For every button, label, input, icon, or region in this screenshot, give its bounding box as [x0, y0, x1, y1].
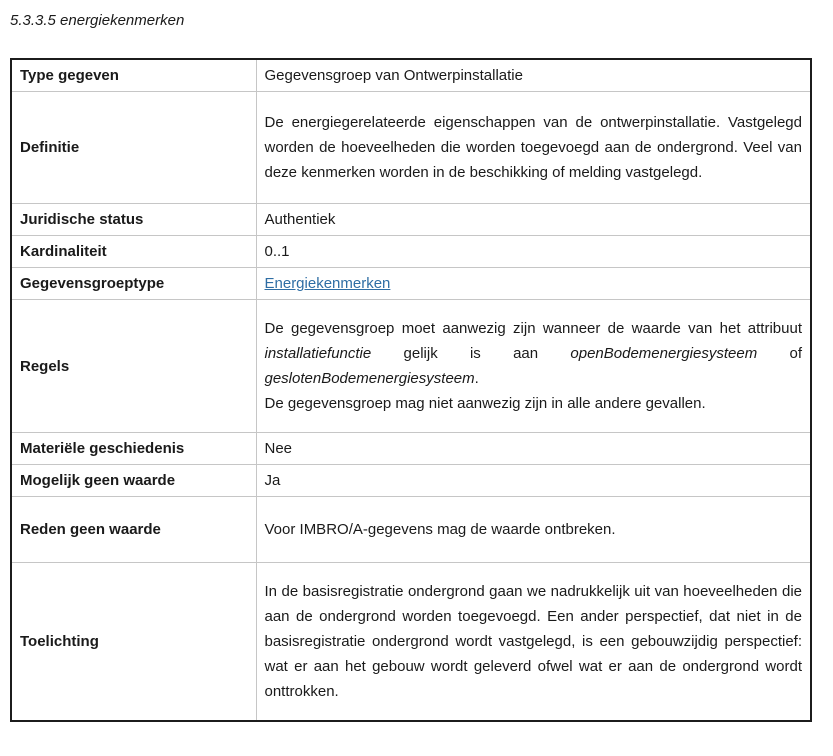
regels-text-segment: of	[757, 345, 802, 362]
regels-paragraph-1	[265, 316, 803, 391]
value-gegevensgroeptype	[256, 268, 811, 300]
value-mogelijk-geen-waarde: Ja	[256, 465, 811, 497]
regels-paragraph-2: De gegevensgroep mag niet aanwezig zijn in alle andere gevallen.	[264, 395, 706, 412]
label-regels: Regels	[11, 300, 256, 433]
table-row	[11, 59, 811, 92]
label-toelichting: Toelichting	[11, 563, 256, 722]
label-juridische-status: Juridische status	[11, 204, 256, 236]
attribute-spec-table	[10, 58, 812, 722]
value-materiele-geschiedenis: Nee	[256, 433, 811, 465]
table-row	[11, 497, 811, 563]
value-juridische-status: Authentiek	[256, 204, 811, 236]
value-type-gegeven: Gegevensgroep van Ontwerpinstallatie	[256, 59, 811, 92]
label-gegevensgroeptype: Gegevensgroeptype	[11, 268, 256, 300]
table-row	[11, 300, 811, 433]
table-row	[11, 236, 811, 268]
value-toelichting	[256, 563, 811, 722]
value-reden-geen-waarde: Voor IMBRO/A-gegevens mag de waarde ontbreken.	[256, 497, 811, 563]
value-regels	[256, 300, 811, 433]
regels-term-installatiefunctie: installatiefunctie	[264, 345, 372, 362]
energiekenmerken-link[interactable]: Energiekenmerken	[264, 275, 391, 292]
table-row	[11, 563, 811, 722]
value-kardinaliteit: 0..1	[256, 236, 811, 268]
document-page	[0, 12, 833, 756]
label-materiele-geschiedenis: Materiële geschiedenis	[11, 433, 256, 465]
value-definitie	[256, 92, 811, 204]
regels-term-geslotenbodemenergiesysteem: geslotenBodemenergiesysteem	[264, 370, 475, 387]
regels-text-segment: De gegevensgroep moet aanwezig zijn wanneer de waarde van het attribuut	[264, 320, 802, 337]
table-row	[11, 204, 811, 236]
label-mogelijk-geen-waarde: Mogelijk geen waarde	[11, 465, 256, 497]
regels-term-openbodemenergiesysteem: openBodemenergiesysteem	[570, 345, 758, 362]
label-definitie: Definitie	[11, 92, 256, 204]
table-row	[11, 92, 811, 204]
regels-text-segment: .	[474, 370, 479, 387]
section-heading: 5.3.3.5 energiekenmerken	[10, 12, 185, 29]
label-type-gegeven: Type gegeven	[11, 59, 256, 92]
regels-text-segment: gelijk is aan	[371, 345, 571, 362]
label-kardinaliteit: Kardinaliteit	[11, 236, 256, 268]
table-row	[11, 433, 811, 465]
label-reden-geen-waarde: Reden geen waarde	[11, 497, 256, 563]
table-row	[11, 465, 811, 497]
definitie-text: De energiegerelateerde eigenschappen van de ontwerpinstallatie. Vastgelegd worden de hoeveelheden die worden toegevoegd aan de ondergrond. Veel van deze kenmerken worden in de beschikking of melding vastgelegd.	[264, 114, 802, 181]
table-row	[11, 268, 811, 300]
toelichting-text: In de basisregistratie ondergrond gaan we nadrukkelijk uit van hoeveelheden die aan de ondergrond worden toegevoegd. Een ander perspectief, dat niet in de basisregistratie ondergrond wordt vastgelegd, is een gebouwzijdig perspectief: wat er aan het gebouw wordt geleverd ofwel wat er aan de ondergrond wordt onttrokken.	[264, 583, 802, 700]
